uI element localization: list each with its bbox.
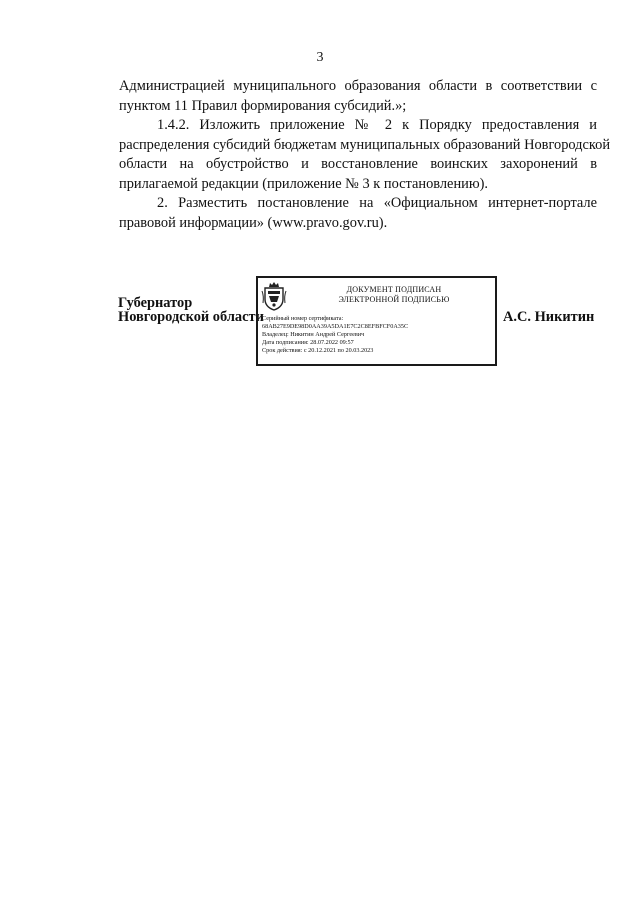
text-line: 1.4.2. Изложить приложение № 2 к Порядку предоставления и — [157, 117, 597, 133]
signing-date: Дата подписания: 28.07.2022 09:57 — [262, 339, 354, 346]
stamp-header — [294, 285, 494, 305]
coat-of-arms-icon — [261, 281, 287, 311]
certificate-serial-label: Серийный номер сертификата: — [262, 315, 344, 322]
text-line: прилагаемой редакции (приложение № 3 к постановлению). — [119, 175, 488, 192]
electronic-signature-stamp — [256, 276, 497, 366]
signatory-position-line: Новгородской области — [118, 309, 264, 325]
text-line: пунктом 11 Правил формирования субсидий.»; — [119, 97, 407, 114]
paragraph-1-4-2 — [119, 116, 611, 194]
text-line: распределения субсидий бюджетам муниципальных образований Новгородской — [119, 136, 611, 153]
stamp-header-line: ДОКУМЕНТ ПОДПИСАН — [346, 285, 442, 294]
text-line: 2. Разместить постановление на «Официальном интернет-портале — [157, 195, 597, 211]
certificate-validity: Срок действия: с 20.12.2021 по 20.03.2023 — [262, 347, 374, 354]
paragraph-continuation — [119, 77, 597, 116]
paragraph-2 — [119, 194, 597, 233]
signatory-name: А.С. Никитин — [503, 309, 595, 325]
stamp-details — [262, 315, 408, 355]
signatory-position-line: Губернатор — [118, 295, 193, 311]
text-line: Администрацией муниципального образования области в соответствии с — [119, 78, 597, 94]
text-line: правовой информации» (www.pravo.gov.ru). — [119, 214, 388, 231]
certificate-serial-value: 68AB27E9DE98D0AA39A5DA1E7C2C8EFBFCF0A35C — [262, 323, 409, 330]
page-number: 3 — [316, 50, 324, 65]
signatory-position — [118, 296, 264, 324]
stamp-header-line: ЭЛЕКТРОННОЙ ПОДПИСЬЮ — [338, 295, 450, 304]
text-line: области на обустройство и восстановление воинских захоронений в — [119, 156, 597, 172]
certificate-owner: Владелец: Никитин Андрей Сергеевич — [262, 331, 365, 338]
